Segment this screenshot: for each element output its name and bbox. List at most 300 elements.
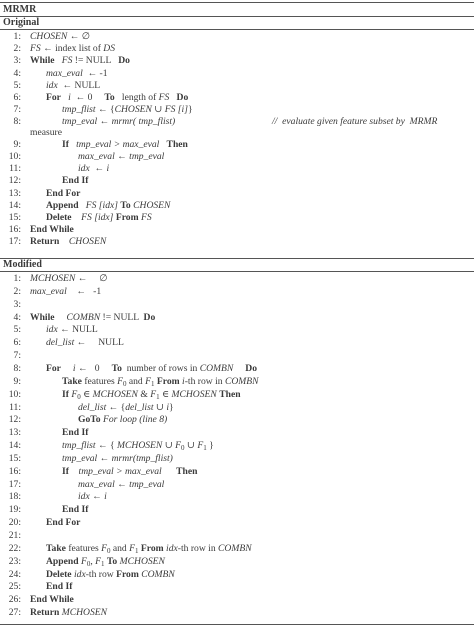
code-line (0, 350, 474, 362)
variable: del_list (78, 401, 107, 413)
code-text: and (126, 375, 146, 387)
code-text (159, 139, 166, 150)
variable: idx (46, 79, 58, 91)
subscript: 0 (122, 379, 127, 388)
line-number: 9: (13, 375, 21, 387)
code-line (0, 55, 474, 67)
code-text: ∪ (151, 104, 165, 116)
title-rule (0, 16, 474, 17)
code-text: ← NULL (57, 324, 98, 336)
line-code (30, 286, 101, 298)
variable: del_list (125, 401, 154, 413)
line-code (78, 479, 164, 491)
variable: max_eval (46, 67, 83, 79)
variable: tmp_flist (62, 104, 96, 116)
variable: MCHOSEN (30, 273, 76, 284)
keyword: If (62, 465, 69, 477)
code-line (0, 594, 474, 606)
code-line (0, 491, 474, 503)
code-line (0, 543, 474, 555)
variable: i (106, 163, 110, 175)
code-text: ← (114, 151, 130, 162)
keyword: Delete (46, 212, 72, 223)
keyword: Take (46, 542, 66, 554)
keyword: End For (46, 517, 81, 529)
keyword: From (140, 542, 164, 554)
top-rule (0, 2, 474, 3)
keyword: Do (143, 311, 156, 323)
code-text: length of (114, 92, 159, 103)
line-code (62, 504, 88, 516)
variable: F (117, 375, 123, 387)
keyword: From (116, 568, 139, 580)
code-line (0, 581, 474, 593)
code-text: ← (114, 478, 130, 490)
code-text: } (169, 401, 174, 413)
variable: idx (46, 324, 58, 336)
section-heading-original: Original (3, 17, 40, 28)
line-code (30, 224, 74, 236)
line-number: 14: (8, 440, 21, 452)
variable: F (129, 542, 135, 554)
code-line (0, 389, 474, 401)
line-number: 12: (8, 175, 21, 187)
code-text: ∪ (153, 401, 167, 413)
variable: MCHOSEN (61, 607, 108, 619)
code-text: ← index list of (40, 43, 104, 55)
keyword: Do (176, 92, 189, 103)
variable: tmp_eval (129, 478, 165, 490)
line-code (46, 581, 72, 593)
code-line (0, 163, 474, 175)
code-line (0, 376, 474, 388)
code-line (0, 80, 474, 92)
keyword: GoTo (78, 414, 101, 426)
keyword: If (62, 138, 69, 150)
line-code (78, 402, 174, 414)
variable: i (182, 375, 185, 387)
keyword: Then (166, 138, 188, 150)
line-number: 9: (13, 138, 21, 150)
code-text: ← (89, 491, 105, 503)
code-line (0, 68, 474, 80)
variable: COMBN (66, 311, 101, 323)
keyword: Do (245, 362, 258, 374)
code-text (169, 92, 176, 103)
line-code (46, 324, 98, 336)
keyword: To (106, 555, 118, 567)
code-line (0, 556, 474, 568)
code-line (0, 504, 474, 516)
variable: tmp_flist (62, 440, 96, 452)
code-text: } (206, 440, 214, 452)
keyword: End If (46, 581, 73, 593)
variable: FS (158, 92, 170, 103)
line-code (30, 31, 90, 43)
variable: CHOSEN (68, 236, 107, 248)
code-text: ∪ (162, 440, 176, 452)
line-code (78, 491, 107, 503)
line-code (62, 389, 241, 401)
keyword: For (46, 362, 61, 374)
code-line (0, 402, 474, 414)
keyword: Take (62, 375, 82, 387)
section-heading-modified: Modified (3, 259, 42, 270)
variable: tmp_eval (62, 452, 98, 464)
line-number: 13: (8, 187, 21, 199)
line-number: 2: (13, 285, 21, 297)
variable: CHOSEN (133, 199, 171, 211)
line-number: 15: (8, 452, 21, 464)
code-line (0, 466, 474, 478)
line-code (30, 594, 74, 606)
subscript: 0 (106, 546, 111, 555)
variable: F (150, 388, 157, 400)
line-number: 1: (13, 273, 21, 284)
line-code (62, 466, 197, 478)
variable: tmp_eval > max_eval (78, 465, 162, 477)
variable: idx (78, 491, 90, 503)
algorithm-title: MRMR (3, 4, 37, 15)
variable: FS [idx] (85, 199, 118, 211)
variable: F (71, 388, 78, 400)
line-code (46, 92, 188, 104)
code-text (55, 312, 67, 323)
keyword: From (115, 212, 139, 223)
variable: F (175, 440, 182, 452)
keyword: To (111, 362, 122, 374)
code-line (0, 212, 474, 224)
variable: idx (73, 568, 86, 580)
variable: F (101, 542, 107, 554)
variable: FS (30, 43, 41, 55)
line-code (46, 517, 80, 529)
line-number: 6: (13, 337, 21, 349)
keyword: Then (176, 465, 198, 477)
code-text: ← ∅ (67, 31, 91, 42)
code-line (0, 324, 474, 336)
variable: FS (140, 212, 152, 223)
line-number: 2: (13, 43, 21, 55)
code-line (0, 139, 474, 151)
variable: i (166, 401, 170, 413)
variable: i (72, 362, 76, 374)
code-text: ← { (106, 401, 126, 413)
modified-rule (0, 271, 474, 272)
line-number: 7: (13, 350, 21, 362)
code-text (233, 363, 245, 374)
code-text: ← -1 (82, 67, 108, 79)
variable: MCHOSEN (117, 440, 163, 452)
code-text: ← NULL (74, 337, 124, 349)
code-line (0, 200, 474, 212)
line-number: 5: (13, 79, 21, 91)
keyword: End While (30, 224, 74, 236)
line-code (30, 236, 106, 248)
keyword: For (46, 92, 61, 103)
code-line (0, 607, 474, 619)
line-number: 6: (13, 92, 21, 103)
line-number: 12: (8, 414, 21, 426)
code-text: features (65, 542, 102, 554)
variable: For loop (line 8) (102, 414, 168, 426)
variable: FS [i] (164, 104, 188, 116)
code-text: , (90, 555, 96, 567)
code-text: ← NULL (57, 79, 101, 91)
code-text: ← (97, 116, 112, 128)
variable: tmp_eval (129, 151, 165, 162)
variable: idx (166, 542, 178, 554)
line-number: 18: (8, 491, 21, 503)
code-line (0, 337, 474, 349)
line-number: 16: (8, 465, 21, 477)
keyword: Return (30, 607, 60, 619)
subscript: 0 (86, 559, 91, 568)
line-number: 10: (8, 388, 21, 400)
line-code (78, 414, 167, 426)
code-line (0, 479, 474, 491)
code-line-continuation (0, 127, 474, 139)
subscript: 1 (151, 379, 155, 388)
line-code (46, 337, 124, 349)
line-number: 5: (13, 324, 21, 336)
code-text: -th row (85, 568, 117, 580)
subscript: 0 (77, 392, 81, 401)
line-code (62, 376, 259, 388)
line-number: 11: (9, 401, 21, 413)
line-code (78, 151, 164, 163)
variable: DS (103, 43, 116, 55)
code-line (0, 363, 474, 375)
code-line (0, 175, 474, 187)
keyword: If (62, 388, 69, 400)
line-number: 10: (8, 151, 21, 162)
variable: tmp_eval > max_eval (76, 138, 160, 150)
bottom-rule (0, 624, 474, 625)
variable: CHOSEN (114, 104, 152, 116)
code-text: features (81, 375, 118, 387)
line-number: 22: (8, 542, 21, 554)
line-code (62, 427, 88, 439)
line-number: 23: (8, 555, 21, 567)
subscript: 1 (100, 559, 105, 568)
line-number: 3: (13, 298, 21, 310)
code-text: ← -1 (66, 285, 102, 297)
keyword: Append (46, 555, 79, 567)
code-line (0, 569, 474, 581)
variable: i (68, 92, 71, 103)
line-code (30, 312, 155, 324)
line-number: 15: (8, 212, 21, 223)
line-number: 17: (8, 478, 21, 490)
variable: F (95, 555, 101, 567)
line-number: 8: (13, 116, 21, 128)
line-number: 17: (8, 236, 21, 248)
code-text: ← 0 (70, 92, 105, 103)
variable: mrmr( tmp_flist) (111, 116, 176, 128)
line-code (30, 55, 130, 67)
keyword: Do (118, 55, 130, 67)
code-text: number of rows in (121, 362, 200, 374)
code-text: ← { (95, 104, 115, 116)
line-code (78, 163, 109, 175)
line-number: 3: (13, 55, 21, 67)
code-line (0, 286, 474, 298)
code-text: and (110, 542, 130, 554)
keyword: From (156, 375, 180, 387)
keyword: Append (46, 199, 79, 211)
keyword: While (30, 311, 55, 323)
subscript: 1 (203, 444, 207, 453)
code-text: ∈ (159, 388, 172, 400)
line-number: 24: (8, 568, 21, 580)
code-text: -th row in (184, 375, 225, 387)
code-line (0, 414, 474, 426)
code-line (0, 92, 474, 104)
line-number: 20: (8, 517, 21, 529)
code-text: & (137, 388, 151, 400)
keyword: To (120, 199, 131, 211)
code-text: ← { (95, 440, 117, 452)
code-text: } (187, 104, 193, 116)
code-text (59, 236, 69, 247)
keyword: Delete (46, 568, 72, 580)
code-text: != NULL (100, 311, 144, 323)
variable: F (197, 440, 204, 452)
line-code (46, 543, 252, 555)
code-text: ∪ (184, 440, 198, 452)
line-code (30, 273, 108, 285)
code-line (0, 440, 474, 452)
line-number: 27: (8, 607, 21, 619)
line-code (46, 569, 175, 581)
code-line (0, 151, 474, 163)
line-code (46, 212, 152, 224)
keyword: Return (30, 236, 60, 248)
variable: del_list (46, 337, 75, 349)
code-line (0, 517, 474, 529)
line-number: 14: (8, 199, 21, 211)
line-number: 25: (8, 581, 21, 593)
subscript: 1 (156, 392, 160, 401)
code-line (0, 224, 474, 236)
variable: max_eval (78, 478, 115, 490)
keyword: End For (46, 187, 81, 199)
variable: CHOSEN (30, 31, 68, 42)
line-code (30, 43, 115, 55)
variable: i (104, 491, 107, 503)
keyword: End If (62, 427, 89, 439)
keyword: While (30, 55, 55, 67)
line-code (46, 556, 165, 568)
line-code (46, 363, 257, 375)
code-line (0, 188, 474, 200)
line-number: 13: (8, 427, 21, 439)
code-line (0, 43, 474, 55)
line-number: 26: (8, 594, 21, 606)
variable: COMBN (141, 568, 175, 580)
keyword: Then (219, 388, 241, 400)
code-line (0, 299, 474, 311)
line-code (62, 139, 188, 151)
code-text: ∈ (80, 388, 93, 400)
line-code (46, 68, 108, 80)
variable: F (80, 555, 87, 567)
code-text: -th row in (177, 542, 219, 554)
line-number: 11: (9, 163, 21, 175)
code-line (0, 453, 474, 465)
line-code (46, 188, 80, 200)
variable: MCHOSEN (171, 388, 217, 400)
code-line (0, 236, 474, 248)
line-number: 4: (13, 311, 21, 323)
variable: mrmr(tmp_flist) (111, 452, 173, 464)
line-number: 21: (8, 530, 21, 541)
keyword: To (104, 92, 115, 103)
code-text (55, 55, 62, 66)
code-text (72, 212, 82, 223)
variable: FS (61, 55, 73, 67)
code-text: ← 0 (75, 362, 112, 374)
code-text: ← (97, 452, 112, 464)
line-number: 7: (13, 104, 21, 116)
variable: max_eval (78, 151, 115, 162)
variable: MCHOSEN (119, 555, 165, 567)
code-text: != NULL (72, 55, 119, 67)
keyword: End While (30, 594, 74, 606)
code-text (79, 200, 86, 211)
variable: COMBN (199, 362, 234, 374)
line-code (62, 104, 193, 116)
variable: max_eval (30, 285, 67, 297)
subscript: 1 (135, 546, 139, 555)
line-code (46, 200, 170, 212)
code-text (162, 466, 176, 477)
line-code (30, 607, 107, 619)
variable: MCHOSEN (92, 388, 138, 400)
line-number: 16: (8, 224, 21, 236)
variable: COMBN (224, 375, 259, 387)
variable: F (145, 375, 151, 387)
code-text: ← (89, 163, 107, 175)
variable: tmp_eval (62, 116, 98, 128)
original-rule (0, 29, 474, 30)
line-number: 19: (8, 504, 21, 516)
line-code (62, 453, 173, 465)
line-number: 4: (13, 67, 21, 79)
variable: COMBN (218, 542, 252, 554)
subscript: 0 (181, 444, 185, 453)
code-text (69, 466, 79, 477)
line-number: 8: (13, 362, 21, 374)
code-line (0, 427, 474, 439)
code-line (0, 312, 474, 324)
line-code (62, 440, 214, 452)
line-code (46, 80, 100, 92)
code-line (0, 31, 474, 43)
line-number: 1: (13, 31, 21, 42)
keyword: End If (62, 504, 89, 516)
section-divider (0, 258, 474, 259)
variable: idx (78, 163, 90, 175)
code-line (0, 104, 474, 116)
code-text (61, 363, 73, 374)
keyword: End If (62, 175, 89, 187)
code-line (0, 530, 474, 542)
variable: FS [idx] (81, 212, 114, 223)
line-comment: // evaluate given feature subset by MRMR (272, 116, 438, 128)
line-code (62, 175, 88, 187)
